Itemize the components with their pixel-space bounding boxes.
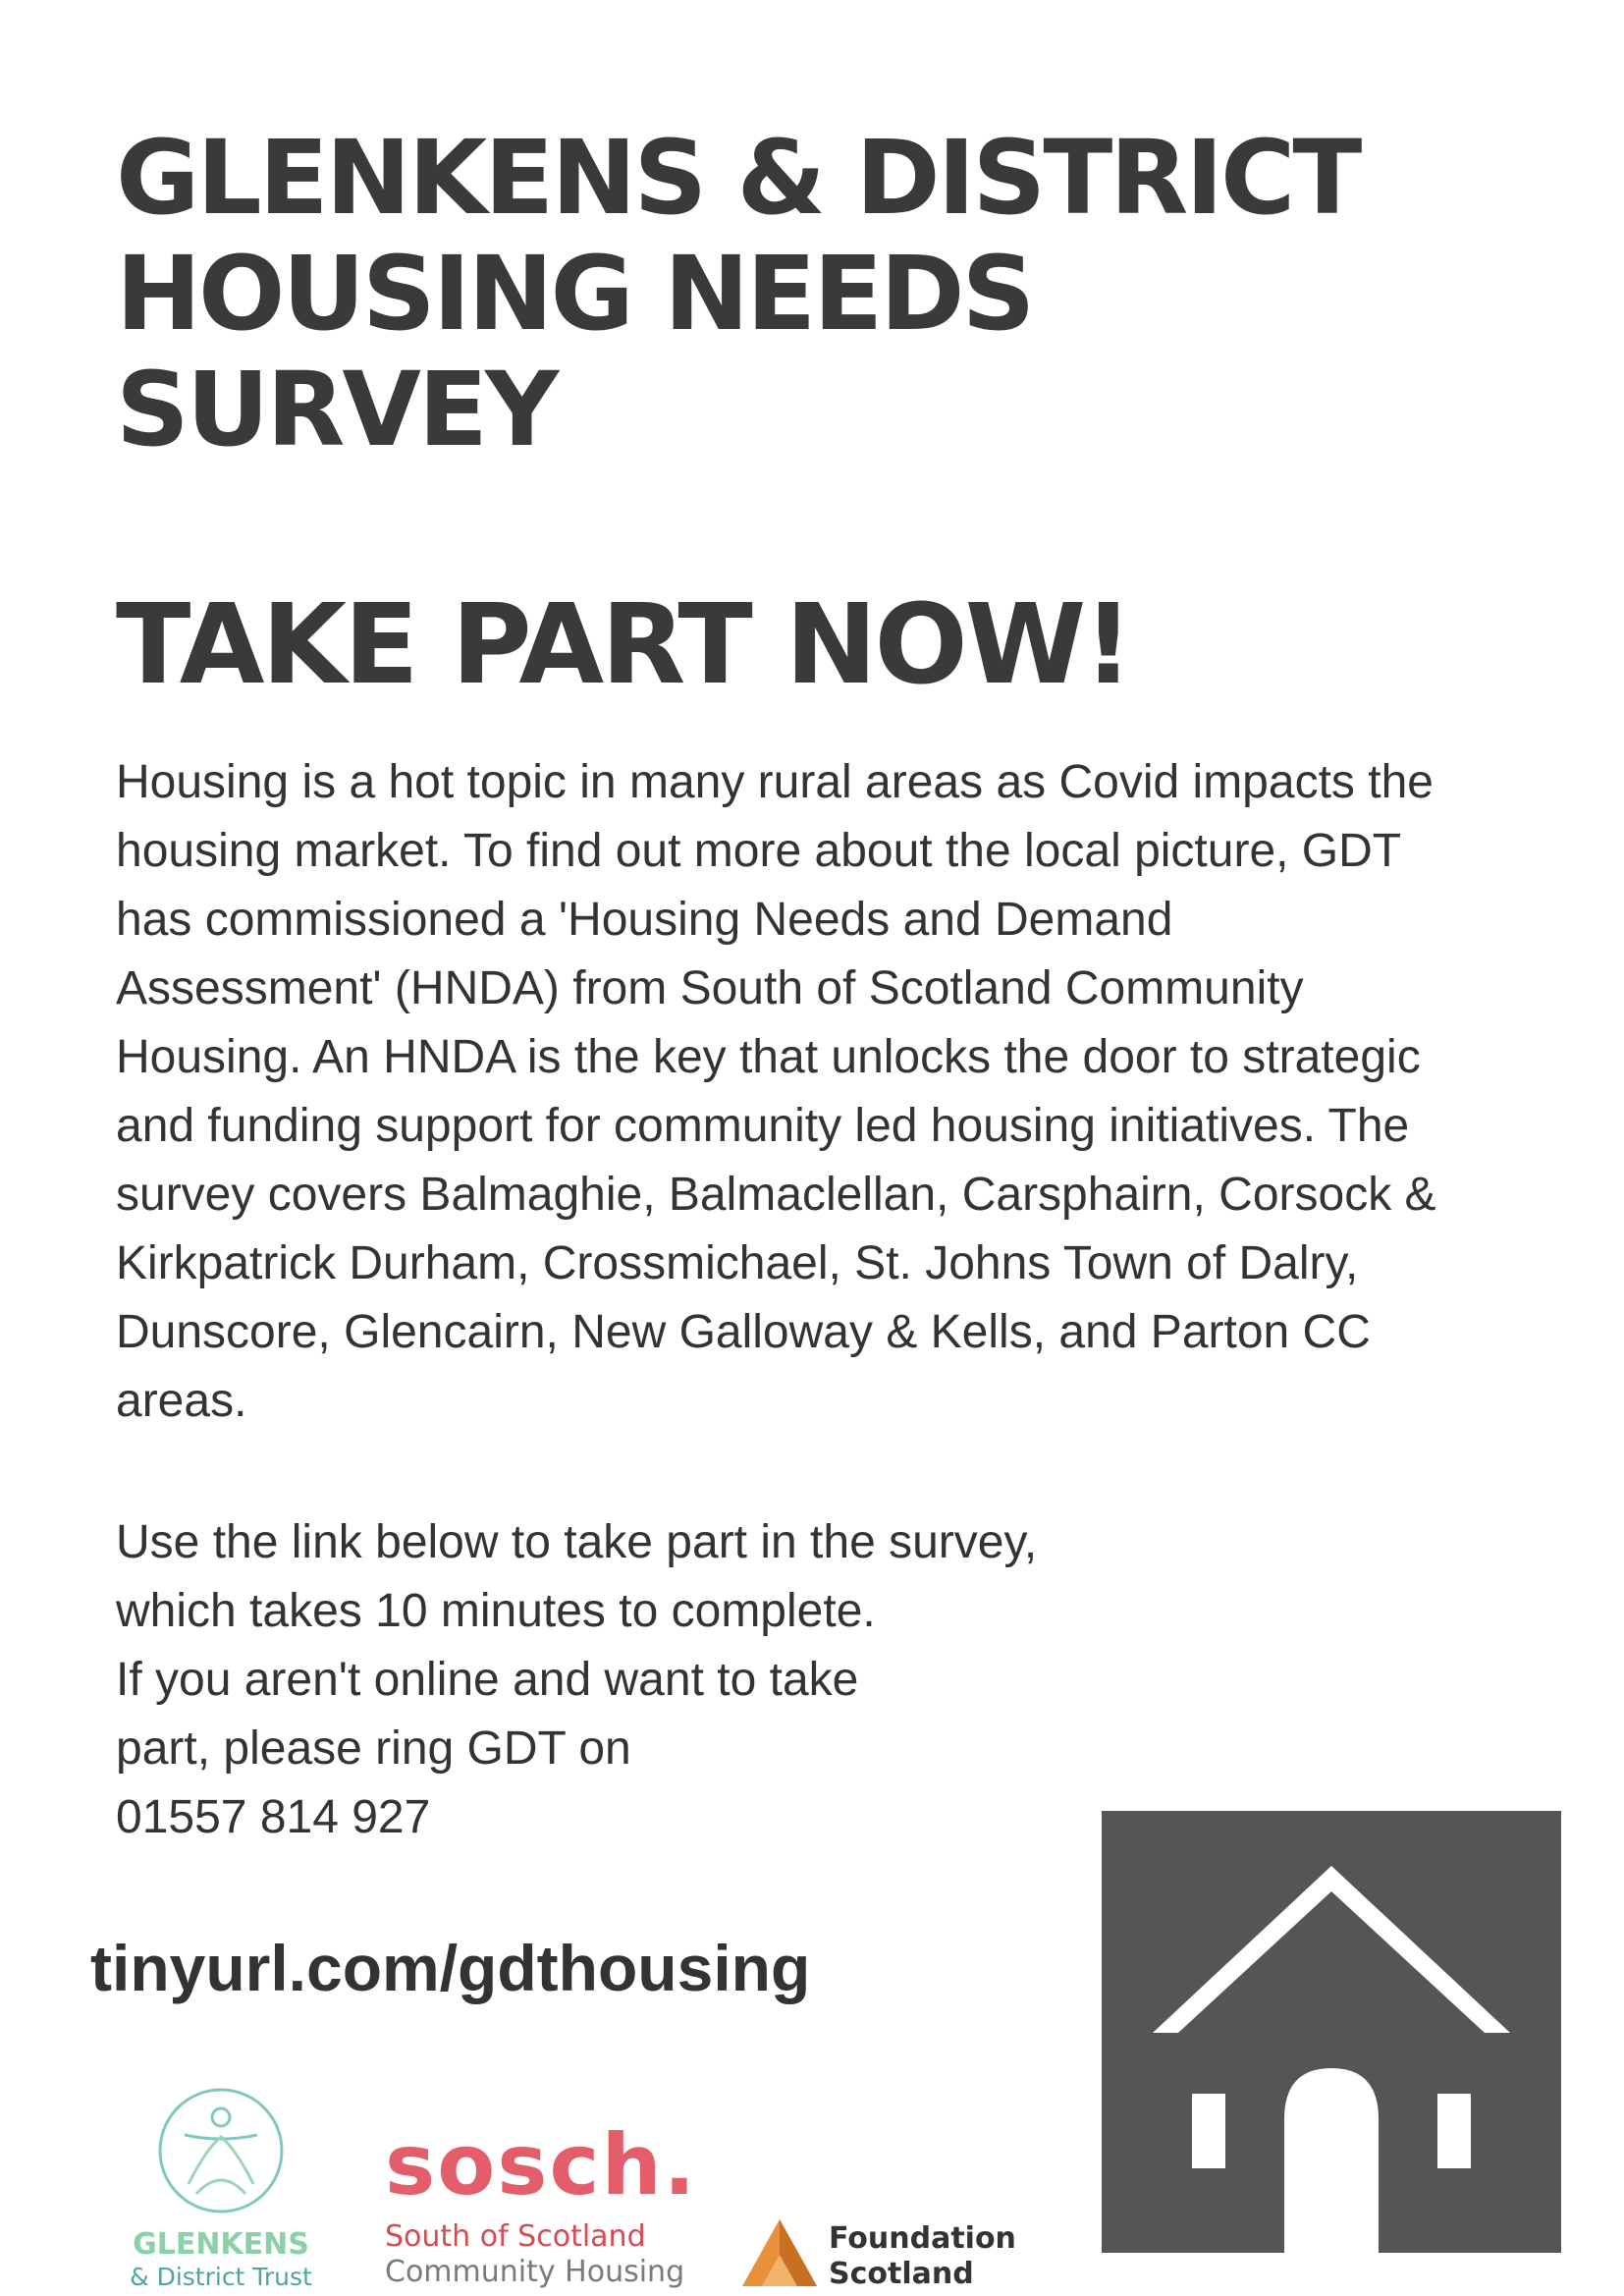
sosch-logo bbox=[381, 2116, 715, 2289]
paragraph-line: Housing. An HNDA is the key that unlocks the door to strategic bbox=[116, 1031, 1421, 1083]
glenkens-district-trust-logo bbox=[128, 2078, 314, 2294]
paragraph-line: Kirkpatrick Durham, Crossmichael, St. Johns Town of Dalry, bbox=[116, 1237, 1359, 1289]
contact-line: which takes 10 minutes to complete. bbox=[116, 1585, 876, 1637]
contact-line: If you aren't online and want to take bbox=[116, 1654, 859, 1706]
survey-link[interactable]: tinyurl.com/gdthousing bbox=[90, 1932, 811, 2004]
contact-line: part, please ring GDT on bbox=[116, 1722, 631, 1775]
foundation-line-1: Foundation bbox=[829, 2221, 1016, 2256]
sosch-wordmark: sosch. bbox=[385, 2116, 698, 2214]
title-line-2: HOUSING NEEDS bbox=[116, 234, 1033, 354]
sosch-line-1: South of Scotland bbox=[385, 2219, 646, 2254]
paragraph-line: Assessment' (HNDA) from South of Scotland Community bbox=[116, 962, 1304, 1014]
contact-paragraph bbox=[116, 1508, 1037, 1852]
title-line-1: GLENKENS & DISTRICT bbox=[116, 118, 1360, 238]
foundation-triangle-icon bbox=[738, 2215, 821, 2294]
gdt-logo-subtitle: & District Trust bbox=[130, 2263, 312, 2291]
survey-title bbox=[116, 120, 1359, 467]
paragraph-line: and funding support for community led housing initiatives. The bbox=[116, 1100, 1410, 1152]
intro-paragraph bbox=[116, 748, 1549, 1436]
paragraph-line: survey covers Balmaghie, Balmaclellan, Carsphairn, Corsock & bbox=[116, 1169, 1436, 1221]
sosch-line-2: Community Housing bbox=[385, 2255, 685, 2289]
contact-line: Use the link below to take part in the survey, bbox=[116, 1516, 1038, 1568]
call-to-action-heading: TAKE PART NOW! bbox=[116, 581, 1131, 709]
phone-number: 01557 814 927 bbox=[116, 1791, 431, 1843]
gdt-logo-name: GLENKENS bbox=[133, 2227, 309, 2262]
house-icon bbox=[1102, 1811, 1561, 2253]
paragraph-line: areas. bbox=[116, 1375, 247, 1427]
foundation-line-2: Scotland bbox=[829, 2257, 974, 2291]
paragraph-line: has commissioned a 'Housing Needs and Demand bbox=[116, 894, 1173, 946]
paragraph-line: Housing is a hot topic in many rural areas as Covid impacts the bbox=[116, 756, 1434, 808]
gdt-emblem-icon bbox=[128, 2078, 314, 2225]
foundation-scotland-logo bbox=[738, 2215, 1016, 2294]
paragraph-line: Dunscore, Glencairn, New Galloway & Kells, and Parton CC bbox=[116, 1306, 1371, 1358]
paragraph-line: housing market. To find out more about the local picture, GDT bbox=[116, 825, 1402, 877]
title-line-3: SURVEY bbox=[116, 350, 557, 469]
